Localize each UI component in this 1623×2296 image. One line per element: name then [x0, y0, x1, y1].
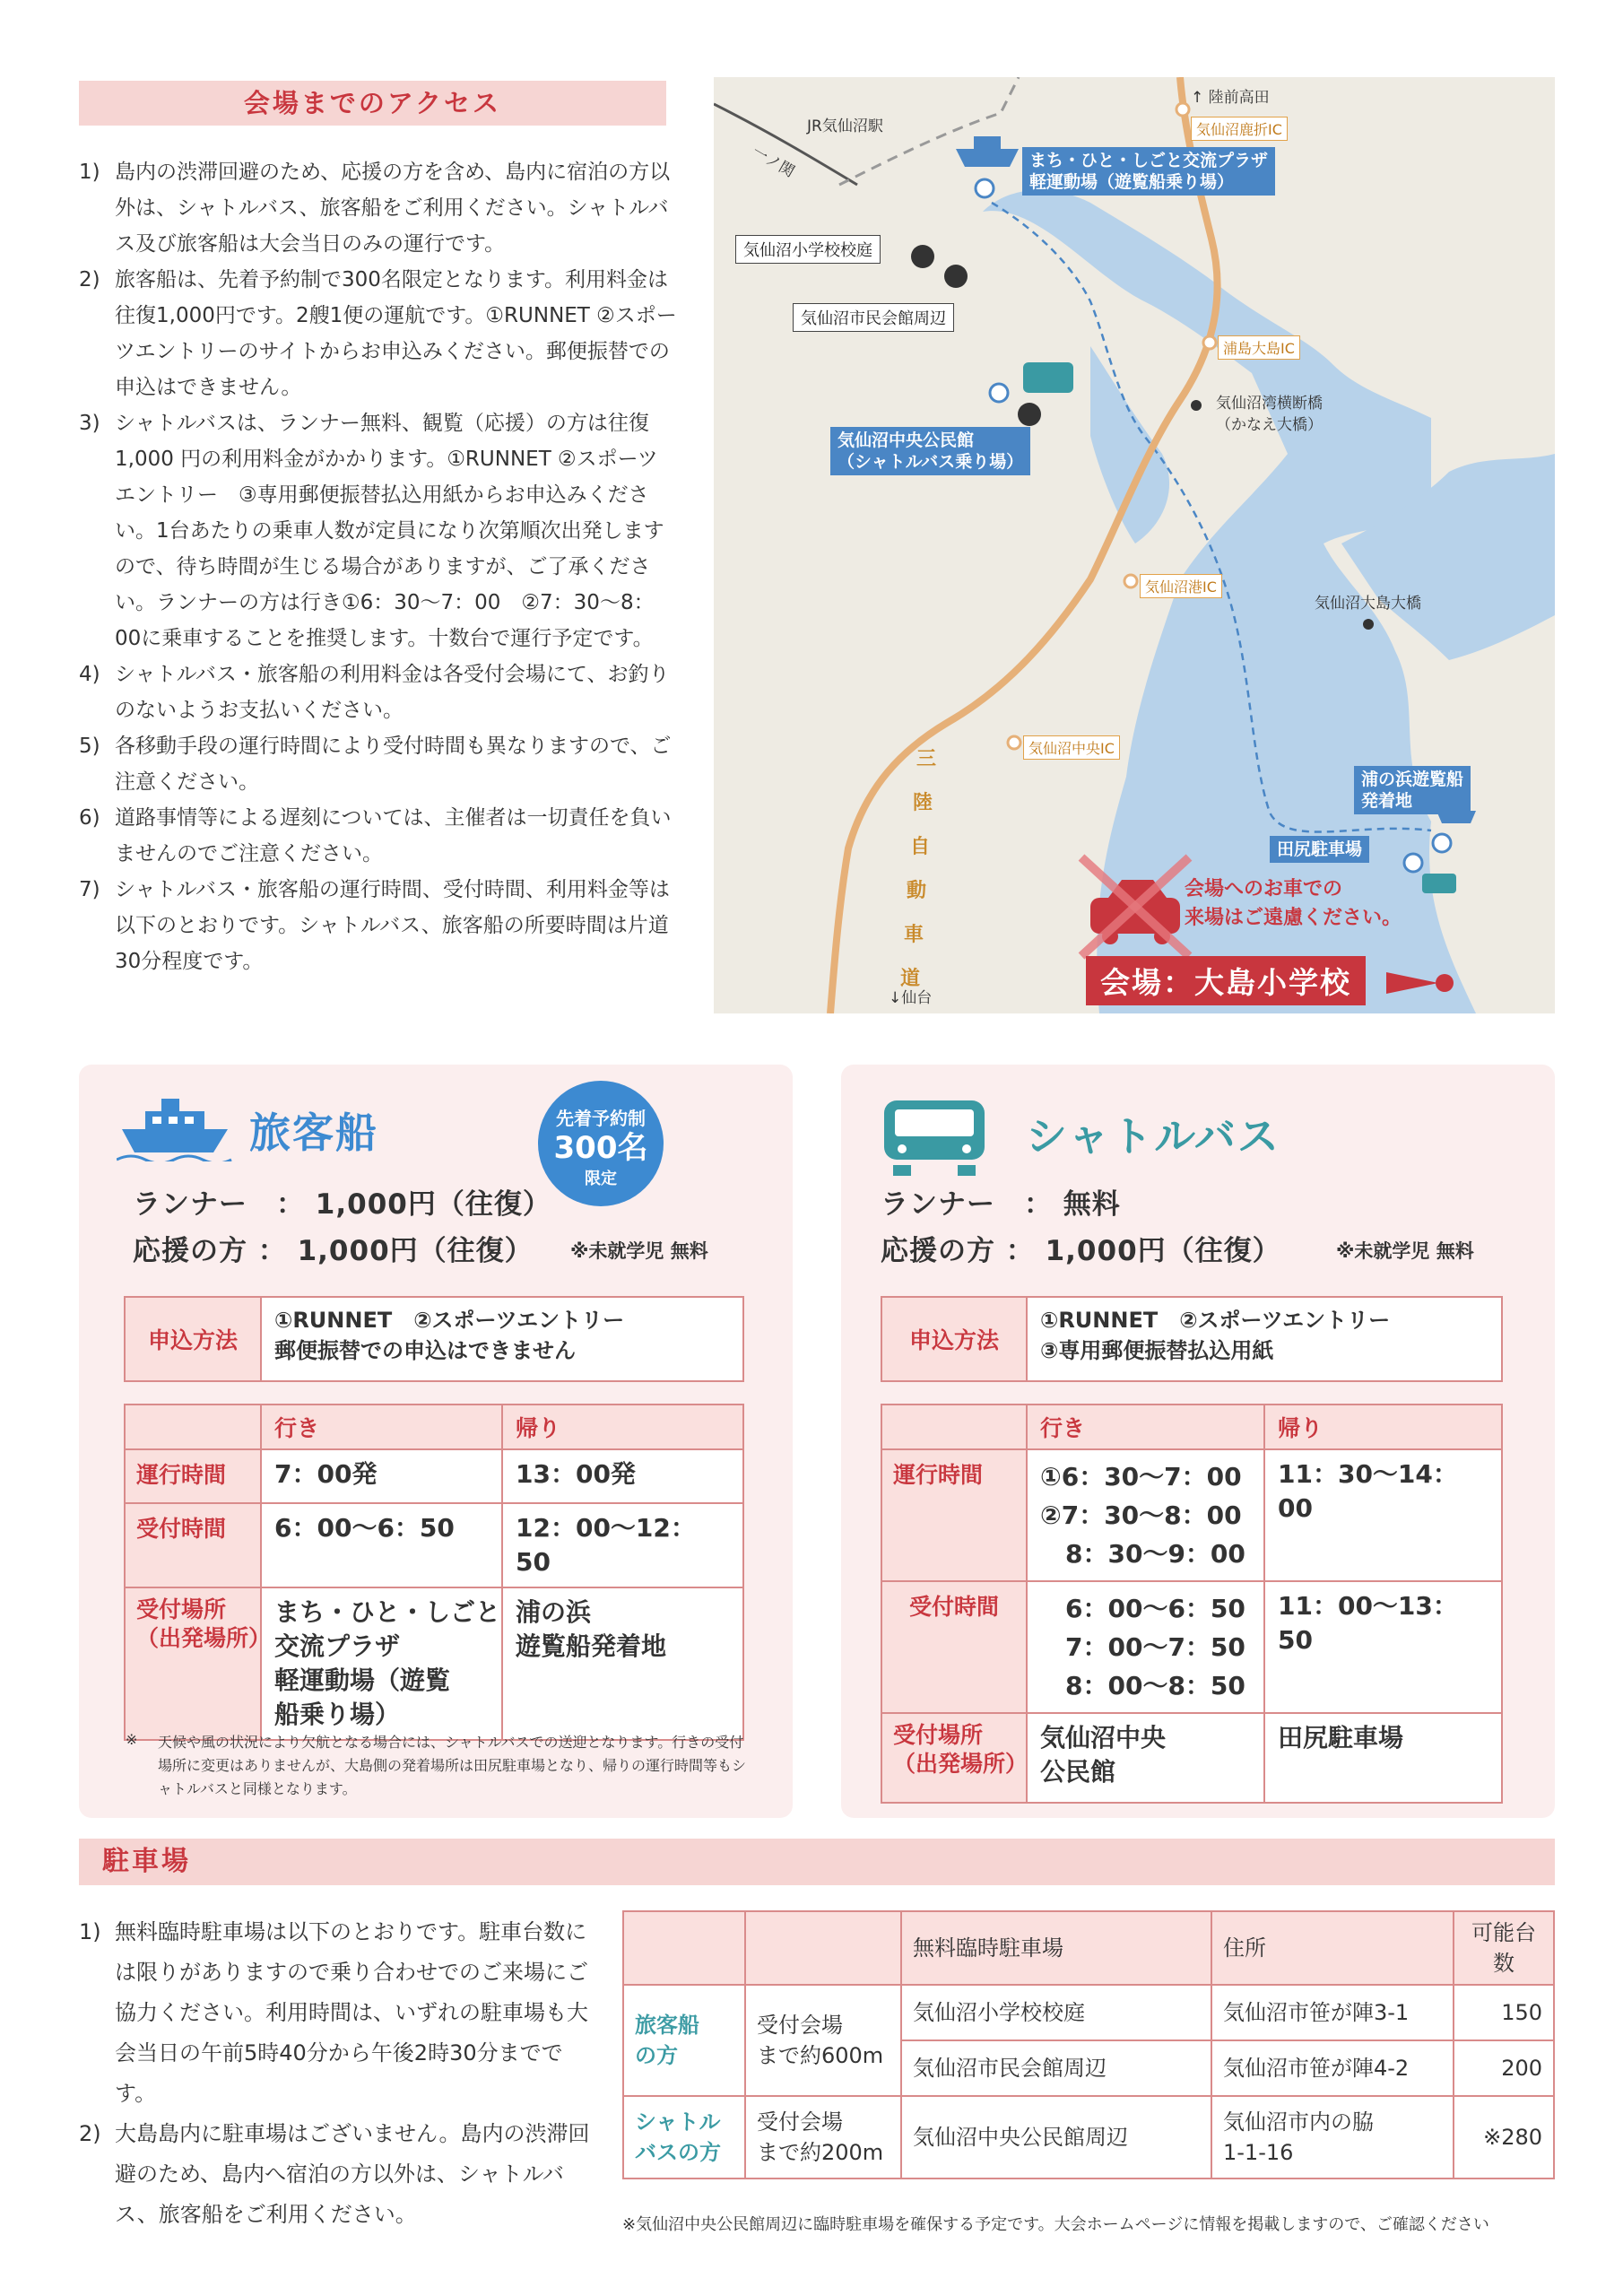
ship-icon: [117, 1090, 233, 1161]
parking-distance: 受付会場 まで約600m: [745, 1985, 901, 2096]
map-ship-icon: [956, 136, 1019, 167]
ferry-cell: 6：00〜6：50: [261, 1503, 502, 1587]
jr-station-label: JR気仙沼駅: [807, 117, 883, 135]
access-notes: [79, 154, 678, 979]
list-item-text: シャトルバスは、ランナー無料、観覧（応援）の方は往復1,000 円の利用料金がかかります。①RUNNET ②スポーツエントリー ③専用郵便振替払込用紙からお申込みください。1台あたりの乗車人数が定員になり次第順次出発しますので、待ち時間が生じる場合がありますが、ご了承ください。ランナーの方は行き①6：30〜7：00 ②7：30〜8：00に乗車することを推奨します。十数台で運行予定です。: [115, 412, 664, 650]
ic-label-urashima: 浦島大島IC: [1218, 335, 1300, 360]
plaza-label: まち・ひと・しごと交流プラザ 軽運動場（遊覧船乗り場）: [1022, 147, 1275, 196]
ferry-title: 旅客船: [249, 1109, 378, 1157]
ferry-col-go: 行き: [261, 1405, 502, 1449]
sanriku-char: 陸: [912, 792, 933, 814]
bus-cell: 気仙沼中央 公民館: [1027, 1713, 1264, 1803]
bus-col-go: 行き: [1027, 1405, 1264, 1449]
venue-label: 会場：大島小学校: [1086, 956, 1366, 1005]
parking-mark: [911, 245, 934, 268]
ferry-footnote: 天候や風の状況により欠航となる場合には、シャトルバスでの送迎となります。行きの受付場所に変更はありませんが、大島側の発着場所は田尻駐車場となり、帰りの運行時間等もシャトルバスと同様となります。: [158, 1734, 747, 1797]
list-item-text: シャトルバス・旅客船の利用料金は各受付会場にて、お釣りのないようお支払いください。: [115, 663, 670, 722]
sanriku-char: 自: [909, 836, 930, 858]
ferry-cell: 浦の浜 遊覧船発着地: [502, 1587, 743, 1740]
parking-table: [622, 1910, 1555, 2179]
ferry-apply-label: 申込方法: [125, 1297, 261, 1381]
ic-marker: [1203, 336, 1216, 349]
bus-title: シャトルバス: [1026, 1112, 1280, 1161]
civic-hall-label: 気仙沼市民会館周辺: [793, 303, 954, 332]
list-item-number: 3): [79, 412, 100, 435]
list-item-text: 大島島内に駐車場はございません。島内の渋滞回避のため、島内へ宿泊の方以外は、シャトルバス、旅客船をご利用ください。: [115, 2121, 590, 2227]
parking-address: 気仙沼市笹が陣3-1: [1211, 1985, 1454, 2040]
list-item-number: 1): [79, 161, 100, 184]
bus-row-label: 運行時間: [881, 1449, 1027, 1581]
plaza-point: [976, 179, 994, 197]
list-item: [79, 262, 678, 405]
reservation-badge: [538, 1081, 664, 1206]
no-car-warning: 会場へのお車での 来場はご遠慮ください。: [1185, 878, 1402, 929]
list-item-number: 2): [79, 2121, 101, 2146]
bus-schedule-table: [881, 1404, 1503, 1804]
badge-line2: 300名: [553, 1130, 648, 1166]
sanriku-char: 三: [916, 748, 936, 770]
ferry-cell: 7：00発: [261, 1449, 502, 1503]
bus-apply-text: ①RUNNET ②スポーツエントリー ③専用郵便振替払込用紙: [1027, 1297, 1502, 1381]
central-hall-label: 気仙沼中央公民館 （シャトルバス乗り場）: [830, 427, 1030, 475]
ichinoseki-label: 一ノ関: [749, 143, 798, 182]
bus-cell: 11：30〜14：00: [1264, 1449, 1502, 1581]
tajiri-label: 田尻駐車場: [1270, 836, 1369, 863]
list-item-number: 6): [79, 806, 100, 830]
ic-label-shishiori: 気仙沼鹿折IC: [1191, 117, 1288, 141]
sanriku-char: 動: [906, 880, 926, 902]
bus-panel: [841, 1065, 1555, 1818]
ferry-panel: [79, 1065, 793, 1818]
list-item-number: 2): [79, 268, 100, 291]
map-drawing: [714, 77, 1555, 1013]
ferry-col-return: 帰り: [502, 1405, 743, 1449]
central-hall-point: [990, 384, 1008, 402]
list-item: [79, 728, 678, 800]
parking-header-capacity: 可能台数: [1454, 1911, 1554, 1985]
list-item-text: 道路事情等による遅刻については、主催者は一切責任を負いませんのでご注意ください。: [115, 806, 672, 865]
ferry-row-label: 受付場所 （出発場所）: [125, 1587, 261, 1740]
bus-fare-supporter: 応援の方 ： 1,000円（往復）: [881, 1235, 1281, 1267]
list-item-number: 1): [79, 1919, 101, 1944]
parking-section-title: 駐車場: [79, 1839, 1555, 1885]
bus-icon: [881, 1097, 988, 1178]
bridge1-point: [1191, 400, 1202, 411]
ic-marker: [1176, 103, 1189, 116]
list-item-text: 各移動手段の運行時間により受付時間も異なりますので、ご注意ください。: [115, 735, 672, 794]
rikuzentakata-label: ↑ 陸前高田: [1191, 89, 1270, 107]
list-item: [79, 657, 678, 728]
ic-label-central: 気仙沼中央IC: [1023, 735, 1120, 760]
list-item: [79, 872, 678, 979]
parking-mark: [1018, 403, 1041, 426]
parking-capacity: 200: [1454, 2040, 1554, 2096]
parking-notes: [79, 1912, 590, 2235]
ferry-fare-note: ※未就学児 無料: [570, 1240, 708, 1262]
bus-apply-label: 申込方法: [881, 1297, 1027, 1381]
parking-lot-name: 気仙沼小学校校庭: [901, 1985, 1211, 2040]
bus-fare-runner: ランナー ： 無料: [881, 1188, 1121, 1221]
ferry-cell: 13：00発: [502, 1449, 743, 1503]
ferry-fare-supporter: 応援の方 ： 1,000円（往復）: [133, 1235, 534, 1267]
list-item-text: シャトルバス・旅客船の運行時間、受付時間、利用料金等は以下のとおりです。シャトルバス、旅客船の所要時間は片道30分程度です。: [115, 878, 670, 973]
tajiri-point: [1404, 854, 1422, 872]
parking-header-address: 住所: [1211, 1911, 1454, 1985]
bus-col-return: 帰り: [1264, 1405, 1502, 1449]
uranohama-point: [1433, 834, 1451, 852]
list-item-number: 5): [79, 735, 100, 758]
ferry-row-label: 受付時間: [125, 1503, 261, 1587]
ic-label-port: 気仙沼港IC: [1140, 574, 1222, 598]
ferry-footnote-mark: ※: [126, 1731, 138, 1748]
access-section-title: 会場までのアクセス: [79, 81, 666, 126]
badge-line1: 先着予約制: [556, 1108, 646, 1129]
parking-group-bus: シャトル バスの方: [623, 2096, 745, 2179]
map-bus-icon-2: [1422, 874, 1456, 893]
ferry-cell: まち・ひと・しごと 交流プラザ 軽運動場（遊覧 船乗り場）: [261, 1587, 502, 1740]
ferry-apply-text: ①RUNNET ②スポーツエントリー 郵便振替での申込はできません: [261, 1297, 743, 1381]
parking-group-ferry: 旅客船 の方: [623, 1985, 745, 2096]
sanriku-char: 車: [903, 924, 924, 946]
list-item-text: 無料臨時駐車場は以下のとおりです。駐車台数には限りがありますので乗り合わせでのご来場にご協力ください。利用時間は、いずれの駐車場も大会当日の午前5時40分から午後2時30分までです。: [115, 1919, 588, 2106]
parking-capacity: 150: [1454, 1985, 1554, 2040]
list-item-text: 旅客船は、先着予約制で300名限定となります。利用料金は往復1,000円です。2艘1便の運航です。①RUNNET ②スポーツエントリーのサイトからお申込みください。郵便振替での申込はできません。: [115, 268, 677, 399]
bridge1-label: 気仙沼湾横断橋 （かなえ大橋）: [1216, 395, 1323, 434]
parking-mark: [944, 265, 968, 288]
ferry-schedule-table: [124, 1404, 744, 1741]
bus-cell: 田尻駐車場: [1264, 1713, 1502, 1803]
bus-cell: ①6：30〜7：00 ②7：30〜8：00 8：30〜9：00: [1027, 1449, 1264, 1581]
bridge2-label: 気仙沼大島大橋: [1315, 595, 1421, 613]
parking-address: 気仙沼市笹が陣4-2: [1211, 2040, 1454, 2096]
list-item-number: 4): [79, 663, 100, 686]
parking-lot-name: 気仙沼市民会館周辺: [901, 2040, 1211, 2096]
ic-marker: [1124, 575, 1137, 587]
list-item: [79, 154, 678, 262]
parking-footnote: ※気仙沼中央公民館周辺に臨時駐車場を確保する予定です。大会ホームページに情報を掲載しますので、ご確認ください: [622, 2215, 1489, 2234]
bus-cell: 6：00〜6：50 7：00〜7：50 8：00〜8：50: [1027, 1581, 1264, 1713]
bus-row-label: 受付時間: [881, 1581, 1027, 1713]
parking-address: 気仙沼市内の脇 1-1-16: [1211, 2096, 1454, 2179]
list-item: [79, 800, 678, 872]
bus-row-label: 受付場所 （出発場所）: [881, 1713, 1027, 1803]
ferry-apply-table: [124, 1296, 744, 1382]
list-item: [79, 2114, 590, 2235]
uranohama-label: 浦の浜遊覧船 発着地: [1354, 766, 1471, 814]
bus-cell: 11：00〜13：50: [1264, 1581, 1502, 1713]
list-item: [79, 1912, 590, 2114]
bus-fare-note: ※未就学児 無料: [1336, 1240, 1474, 1262]
badge-line3: 限定: [585, 1170, 617, 1188]
ferry-fare-runner: ランナー ： 1,000円（往復）: [133, 1188, 551, 1221]
parking-capacity: ※280: [1454, 2096, 1554, 2179]
ic-marker: [1008, 736, 1020, 749]
ferry-row-label: 運行時間: [125, 1449, 261, 1503]
parking-distance: 受付会場 まで約200m: [745, 2096, 901, 2179]
bus-apply-table: [881, 1296, 1503, 1382]
sendai-label: ↓仙台: [889, 989, 933, 1007]
list-item-number: 7): [79, 878, 100, 901]
elementary-label: 気仙沼小学校校庭: [735, 235, 881, 264]
list-item: [79, 405, 678, 657]
access-map: [714, 77, 1555, 1013]
map-bus-icon: [1023, 362, 1073, 393]
list-item-text: 島内の渋滞回避のため、応援の方を含め、島内に宿泊の方以外は、シャトルバス、旅客船をご利用ください。シャトルバス及び旅客船は大会当日のみの運行です。: [115, 161, 671, 256]
bridge2-point: [1363, 619, 1374, 630]
parking-lot-name: 気仙沼中央公民館周辺: [901, 2096, 1211, 2179]
parking-header-lot: 無料臨時駐車場: [901, 1911, 1211, 1985]
sanriku-char: 道: [899, 968, 920, 990]
ferry-cell: 12：00〜12：50: [502, 1503, 743, 1587]
